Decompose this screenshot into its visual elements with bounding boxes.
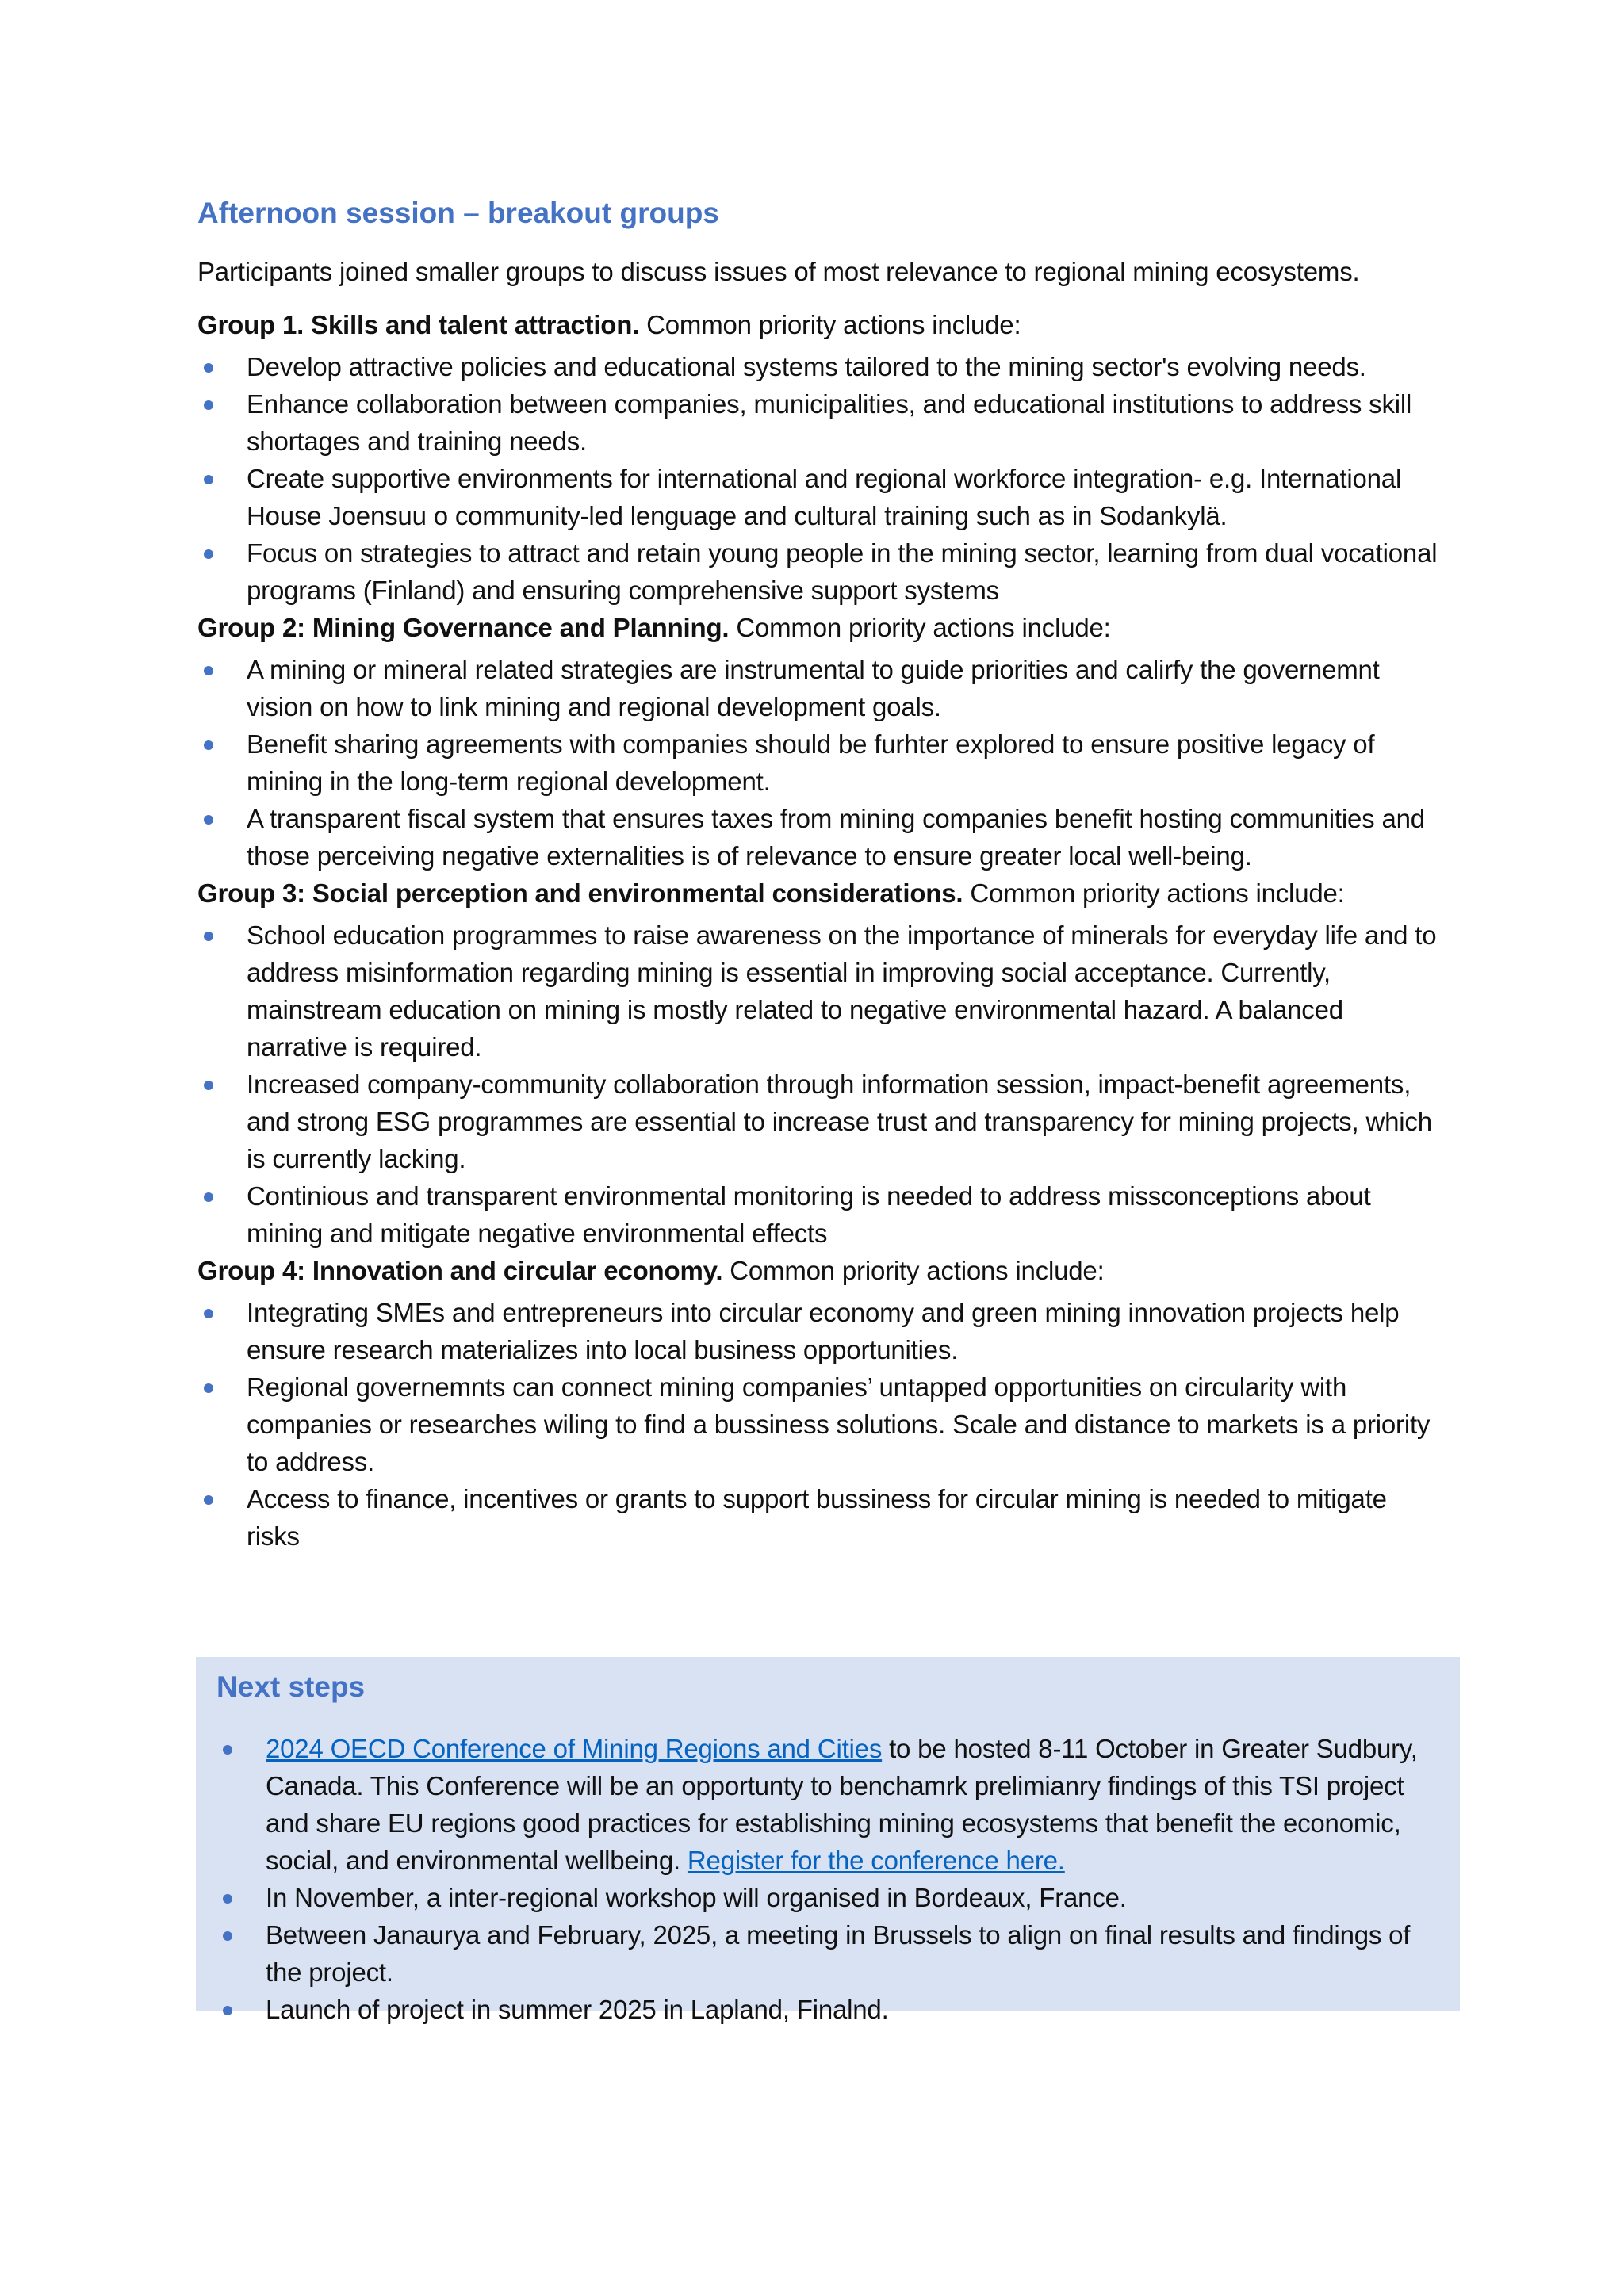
group-2	[197, 609, 1442, 874]
list-item: Focus on strategies to attract and retain young people in the mining sector, learning from dual vocational programs (Finland) and ensuring comprehensive support systems	[197, 534, 1442, 609]
group-4-title-bold: Group 4: Innovation and circular economy.	[197, 1256, 723, 1285]
group-3-title-rest: Common priority actions include:	[963, 878, 1345, 908]
group-3-title	[197, 874, 1442, 912]
list-item: Access to finance, incentives or grants to support bussiness for circular mining is needed to mitigate risks	[197, 1480, 1442, 1555]
next-steps-item-workshop: In November, a inter-regional workshop will organised in Bordeaux, France.	[216, 1879, 1438, 1916]
list-item: Regional governemnts can connect mining companies’ untapped opportunities on circularity with companies or researches wiling to find a bussiness solutions. Scale and distance to markets is a priority to address.	[197, 1368, 1442, 1480]
group-2-title-bold: Group 2: Mining Governance and Planning.	[197, 613, 730, 642]
group-1	[197, 306, 1442, 609]
list-item: Enhance collaboration between companies, municipalities, and educational institutions to address skill shortages and training needs.	[197, 385, 1442, 460]
group-4-title-rest: Common priority actions include:	[722, 1256, 1105, 1285]
group-3-title-bold: Group 3: Social perception and environmental considerations.	[197, 878, 963, 908]
group-4-title	[197, 1252, 1442, 1289]
next-steps-heading: Next steps	[216, 1670, 366, 1703]
list-item: Increased company-community collaboration through information session, impact-benefit agreements, and strong ESG programmes are essential to increase trust and transparency for mining projects, which is currently lacking.	[197, 1066, 1442, 1177]
group-2-title	[197, 609, 1442, 646]
next-steps-item-meeting: Between Janaurya and February, 2025, a meeting in Brussels to align on final results and findings of the project.	[216, 1916, 1438, 1991]
list-item: Integrating SMEs and entrepreneurs into circular economy and green mining innovation projects help ensure research materializes into local business opportunities.	[197, 1294, 1442, 1368]
main-content	[197, 194, 1442, 1555]
list-item: Benefit sharing agreements with companies should be furhter explored to ensure positive legacy of mining in the long-term regional development.	[197, 725, 1442, 800]
group-3-list	[197, 916, 1442, 1252]
group-2-list	[197, 651, 1442, 874]
section-heading: Afternoon session – breakout groups	[197, 197, 719, 229]
group-2-title-rest: Common priority actions include:	[729, 613, 1111, 642]
next-steps-list	[216, 1730, 1438, 2028]
conference-link[interactable]: 2024 OECD Conference of Mining Regions and Cities	[266, 1734, 883, 1763]
intro-paragraph: Participants joined smaller groups to discuss issues of most relevance to regional mining ecosystems.	[197, 257, 1360, 286]
list-item: Continious and transparent environmental monitoring is needed to address missconceptions about mining and mitigate negative environmental effects	[197, 1177, 1442, 1252]
list-item: School education programmes to raise awareness on the importance of minerals for everyday life and to address misinformation regarding mining is essential in improving social acceptance. Currently, mainstream education on mining is mostly related to negative environmental hazard. A balanced narrative is required.	[197, 916, 1442, 1066]
group-3	[197, 874, 1442, 1252]
next-steps-item-conference	[216, 1730, 1438, 1879]
group-1-title	[197, 306, 1442, 343]
list-item: Create supportive environments for international and regional workforce integration- e.g. International House Joensuu o community-led lenguage and cultural training such as in Sodankylä.	[197, 460, 1442, 534]
next-steps-box	[196, 1657, 1460, 2024]
conference-description: to be hosted 8-11 October in Greater Sudbury, Canada. This Conference will be an opportunty to benchamrk prelimianry findings of this TSI project and share EU regions good practices for establishing mining ecosystems that benefit the economic, social, and environmental wellbeing.	[266, 1734, 1418, 1875]
list-item: Develop attractive policies and educational systems tailored to the mining sector's evolving needs.	[197, 348, 1442, 385]
group-4	[197, 1252, 1442, 1555]
group-1-title-rest: Common priority actions include:	[639, 310, 1021, 339]
list-item: A mining or mineral related strategies are instrumental to guide priorities and calirfy the governemnt vision on how to link mining and regional development goals.	[197, 651, 1442, 725]
group-1-list	[197, 348, 1442, 609]
group-1-title-bold: Group 1. Skills and talent attraction.	[197, 310, 640, 339]
next-steps-item-launch: Launch of project in summer 2025 in Lapland, Finalnd.	[216, 1991, 1438, 2028]
group-4-list	[197, 1294, 1442, 1555]
register-link[interactable]: Register for the conference here.	[687, 1846, 1065, 1875]
list-item: A transparent fiscal system that ensures taxes from mining companies benefit hosting communities and those perceiving negative externalities is of relevance to ensure greater local well-being.	[197, 800, 1442, 874]
